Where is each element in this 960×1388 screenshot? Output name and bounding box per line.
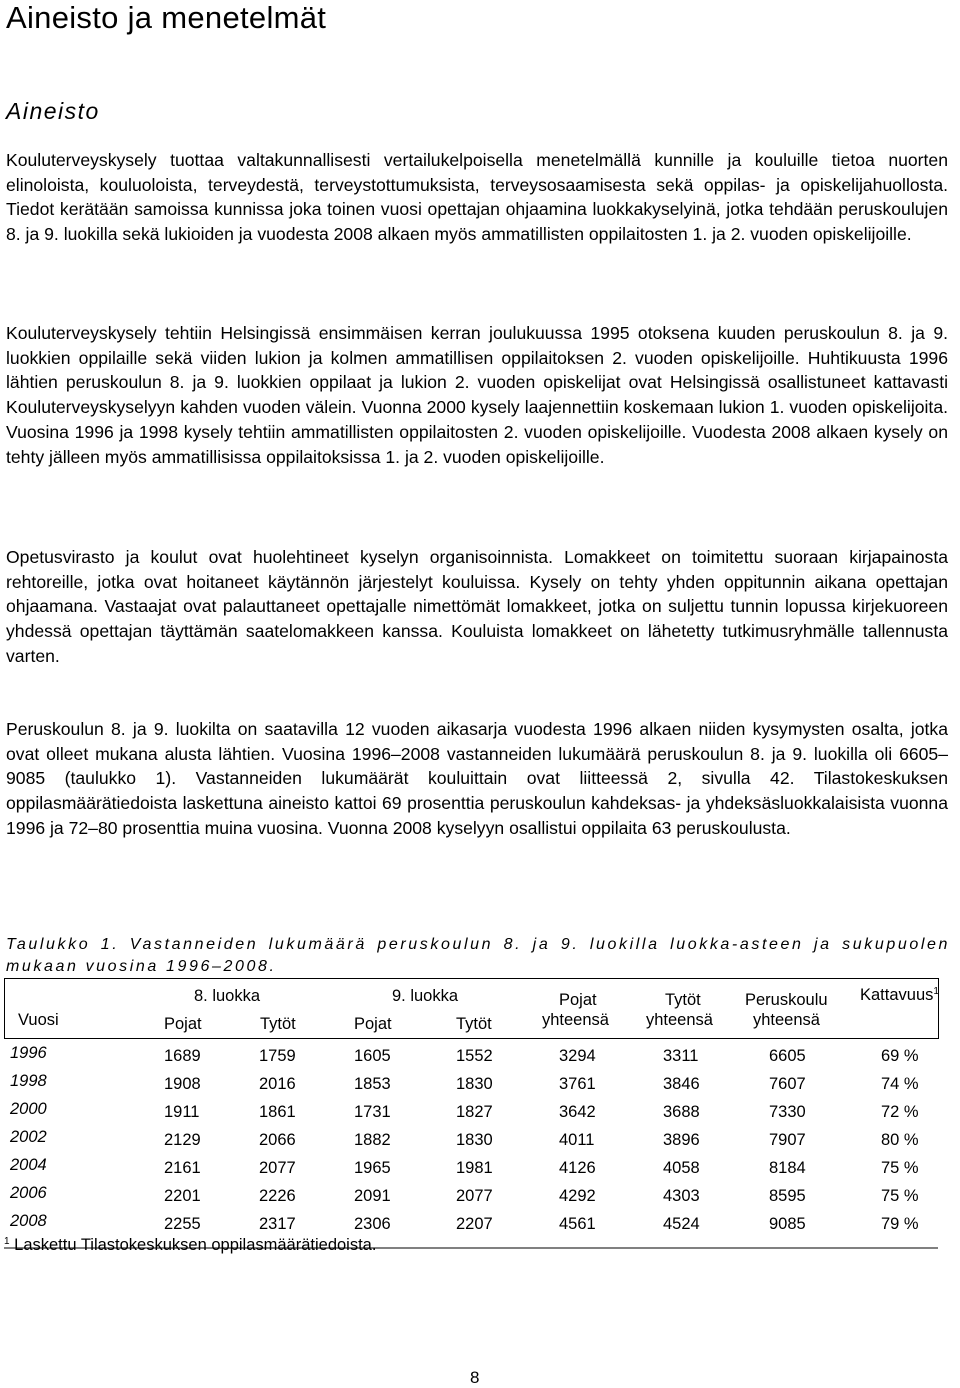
table-row-year: 2008 bbox=[10, 1212, 47, 1230]
cell-g9-girls: 2207 bbox=[456, 1215, 493, 1233]
cell-school-total: 9085 bbox=[769, 1215, 806, 1233]
coverage-footnote-marker: 1 bbox=[933, 986, 939, 997]
col-header-g9-girls: Tytöt bbox=[456, 1015, 492, 1033]
table-row-year: 1996 bbox=[10, 1044, 47, 1062]
cell-g9-boys: 1853 bbox=[354, 1075, 391, 1093]
cell-coverage: 74 % bbox=[881, 1075, 919, 1093]
col-header-g9-boys: Pojat bbox=[354, 1015, 392, 1033]
cell-boys-total: 3642 bbox=[559, 1103, 596, 1121]
col-header-girls-total-1: Tytöt bbox=[665, 991, 701, 1009]
col-header-coverage bbox=[860, 985, 939, 1005]
cell-boys-total: 4126 bbox=[559, 1159, 596, 1177]
cell-school-total: 6605 bbox=[769, 1047, 806, 1065]
cell-g9-girls: 1830 bbox=[456, 1075, 493, 1093]
cell-g8-boys: 2255 bbox=[164, 1215, 201, 1233]
cell-school-total: 8595 bbox=[769, 1187, 806, 1205]
cell-g9-girls: 1981 bbox=[456, 1159, 493, 1177]
table-row-year: 2000 bbox=[10, 1100, 47, 1118]
cell-g9-boys: 1731 bbox=[354, 1103, 391, 1121]
cell-g9-girls: 2077 bbox=[456, 1187, 493, 1205]
cell-g9-girls: 1827 bbox=[456, 1103, 493, 1121]
cell-coverage: 79 % bbox=[881, 1215, 919, 1233]
cell-boys-total: 3294 bbox=[559, 1047, 596, 1065]
cell-g9-girls: 1830 bbox=[456, 1131, 493, 1149]
cell-g9-boys: 1965 bbox=[354, 1159, 391, 1177]
table-row-year: 2006 bbox=[10, 1184, 47, 1202]
cell-coverage: 69 % bbox=[881, 1047, 919, 1065]
col-header-girls-total-2: yhteensä bbox=[646, 1011, 713, 1029]
table-row-year: 2002 bbox=[10, 1128, 47, 1146]
cell-g8-girls: 2317 bbox=[259, 1215, 296, 1233]
cell-boys-total: 3761 bbox=[559, 1075, 596, 1093]
cell-coverage: 72 % bbox=[881, 1103, 919, 1121]
cell-school-total: 7330 bbox=[769, 1103, 806, 1121]
cell-g9-boys: 2091 bbox=[354, 1187, 391, 1205]
cell-g9-boys: 1605 bbox=[354, 1047, 391, 1065]
paragraph-3: Opetusvirasto ja koulut ovat huolehtineet kyselyn organisoinnista. Lomakkeet on toimitettu suoraan kirjapainosta rehtoreille, jotka ovat hoitaneet käytännön järjestelyt kouluissa. Kysely on tehty yhden oppitunnin aikana opettajan ohjaamana. Vastaajat ovat palauttaneet opettajalle nimettömät lomakkeet, jotka on suljettu tunnin lopussa kirjekuoreen yhdessä opettajan täyttämän saatelomakkeen kanssa. Kouluista lomakkeet on lähetetty tutkimusryhmälle tallennusta varten. bbox=[6, 547, 948, 666]
cell-girls-total: 3896 bbox=[663, 1131, 700, 1149]
table-row-year: 2004 bbox=[10, 1156, 47, 1174]
cell-boys-total: 4561 bbox=[559, 1215, 596, 1233]
cell-girls-total: 3688 bbox=[663, 1103, 700, 1121]
group-header-grade9: 9. luokka bbox=[392, 987, 459, 1005]
cell-g8-girls: 2016 bbox=[259, 1075, 296, 1093]
cell-g8-boys: 1908 bbox=[164, 1075, 201, 1093]
table-row-year: 1998 bbox=[10, 1072, 47, 1090]
cell-g9-boys: 2306 bbox=[354, 1215, 391, 1233]
cell-g8-girls: 2077 bbox=[259, 1159, 296, 1177]
cell-g8-boys: 2129 bbox=[164, 1131, 201, 1149]
paragraph-4: Peruskoulun 8. ja 9. luokilta on saatavilla 12 vuoden aikasarja vuodesta 1996 alkaen niiden kysymysten osalta, jotka ovat olleet mukana alusta lähtien. Vuosina 1996–2008 vastanneiden lukumäärä peruskoulun 8. ja 9. luokilla oli 6605–9085 (taulukko 1). Vastanneiden lukumäärät kouluittain ovat liitteessä 2, sivulla 42. Tilastokeskuksen oppilasmäärätiedoista laskettuna aineisto kattoi 69 prosenttia peruskoulun kahdeksas- ja yhdeksäsluokkalaisista vuonna 1996 ja 72–80 prosenttia muina vuosina. Vuonna 2008 kyselyyn osallistui oppilaita 63 peruskoulusta. bbox=[6, 719, 948, 838]
cell-g8-boys: 2161 bbox=[164, 1159, 201, 1177]
col-header-boys-total-2: yhteensä bbox=[542, 1011, 609, 1029]
cell-g8-girls: 1861 bbox=[259, 1103, 296, 1121]
cell-school-total: 8184 bbox=[769, 1159, 806, 1177]
col-header-boys-total-1: Pojat bbox=[559, 991, 597, 1009]
cell-girls-total: 3846 bbox=[663, 1075, 700, 1093]
group-header-grade8: 8. luokka bbox=[194, 987, 261, 1005]
cell-g8-boys: 1689 bbox=[164, 1047, 201, 1065]
col-header-g8-girls: Tytöt bbox=[260, 1015, 296, 1033]
cell-g8-girls: 2226 bbox=[259, 1187, 296, 1205]
cell-g9-boys: 1882 bbox=[354, 1131, 391, 1149]
col-header-g8-boys: Pojat bbox=[164, 1015, 202, 1033]
cell-g8-girls: 2066 bbox=[259, 1131, 296, 1149]
cell-boys-total: 4292 bbox=[559, 1187, 596, 1205]
footnote-marker: 1 bbox=[4, 1236, 10, 1247]
cell-school-total: 7907 bbox=[769, 1131, 806, 1149]
table-caption: Taulukko 1. Vastanneiden lukumäärä peruskoulun 8. ja 9. luokilla luokka-asteen ja sukupuolen mukaan vuosina 1996–2008. bbox=[6, 936, 950, 975]
footnote-text: Laskettu Tilastokeskuksen oppilasmäärätiedoista. bbox=[14, 1236, 377, 1254]
page-number: 8 bbox=[470, 1368, 480, 1387]
col-header-school-total-2: yhteensä bbox=[753, 1011, 820, 1029]
cell-coverage: 80 % bbox=[881, 1131, 919, 1149]
col-header-school-total-1: Peruskoulu bbox=[745, 991, 828, 1009]
cell-g8-girls: 1759 bbox=[259, 1047, 296, 1065]
cell-girls-total: 4058 bbox=[663, 1159, 700, 1177]
cell-g8-boys: 1911 bbox=[164, 1103, 200, 1121]
paragraph-1: Kouluterveyskysely tuottaa valtakunnallisesti vertailukelpoisella menetelmällä kunnille ja kouluille tietoa nuorten elinoloista, kouluoloista, terveydestä, terveystottumuksista, terveysosaamisesta sekä oppilas- ja opiskelijahuollosta. Tiedot kerätään samoissa kunnissa joka toinen vuosi opettajan ohjaamina luokkakyselyinä, jotka tehdään peruskoulujen 8. ja 9. luokilla sekä lukioiden ja vuodesta 2008 alkaen myös ammatillisten oppilaitosten 1. ja 2. vuoden opiskelijoille. bbox=[6, 150, 948, 245]
col-header-coverage-label: Kattavuus bbox=[860, 986, 934, 1004]
section-subheading: Aineisto bbox=[6, 98, 100, 124]
cell-girls-total: 4524 bbox=[663, 1215, 700, 1233]
col-header-year: Vuosi bbox=[18, 1011, 59, 1029]
cell-g9-girls: 1552 bbox=[456, 1047, 493, 1065]
table-footnote bbox=[4, 1234, 376, 1256]
cell-coverage: 75 % bbox=[881, 1159, 919, 1177]
page-title: Aineisto ja menetelmät bbox=[6, 0, 327, 35]
cell-boys-total: 4011 bbox=[559, 1131, 595, 1149]
cell-girls-total: 4303 bbox=[663, 1187, 700, 1205]
cell-girls-total: 3311 bbox=[663, 1047, 699, 1065]
cell-school-total: 7607 bbox=[769, 1075, 806, 1093]
cell-g8-boys: 2201 bbox=[164, 1187, 201, 1205]
cell-coverage: 75 % bbox=[881, 1187, 919, 1205]
paragraph-2: Kouluterveyskysely tehtiin Helsingissä ensimmäisen kerran joulukuussa 1995 otoksena kuuden peruskoulun 8. ja 9. luokkien oppilaille sekä viiden lukion ja kolmen ammatillisen oppilaitoksen 2. vuoden opiskelijoille. Huhtikuusta 1996 lähtien peruskoulun 8. ja 9. luokkien oppilaat ja lukion 2. vuoden opiskelijat ovat Helsingissä osallistuneet kattavasti Kouluterveyskyselyyn kahden vuoden välein. Vuonna 2000 kysely laajennettiin koskemaan lukion 1. vuoden opiskelijoita. Vuosina 1996 ja 1998 kysely tehtiin ammatillisten oppilaitosten 2. vuoden opiskelijoille. Vuodesta 2008 alkaen kysely on tehty jälleen myös ammatillisissa oppilaitoksissa 1. ja 2. vuoden opiskelijoille. bbox=[6, 323, 948, 467]
